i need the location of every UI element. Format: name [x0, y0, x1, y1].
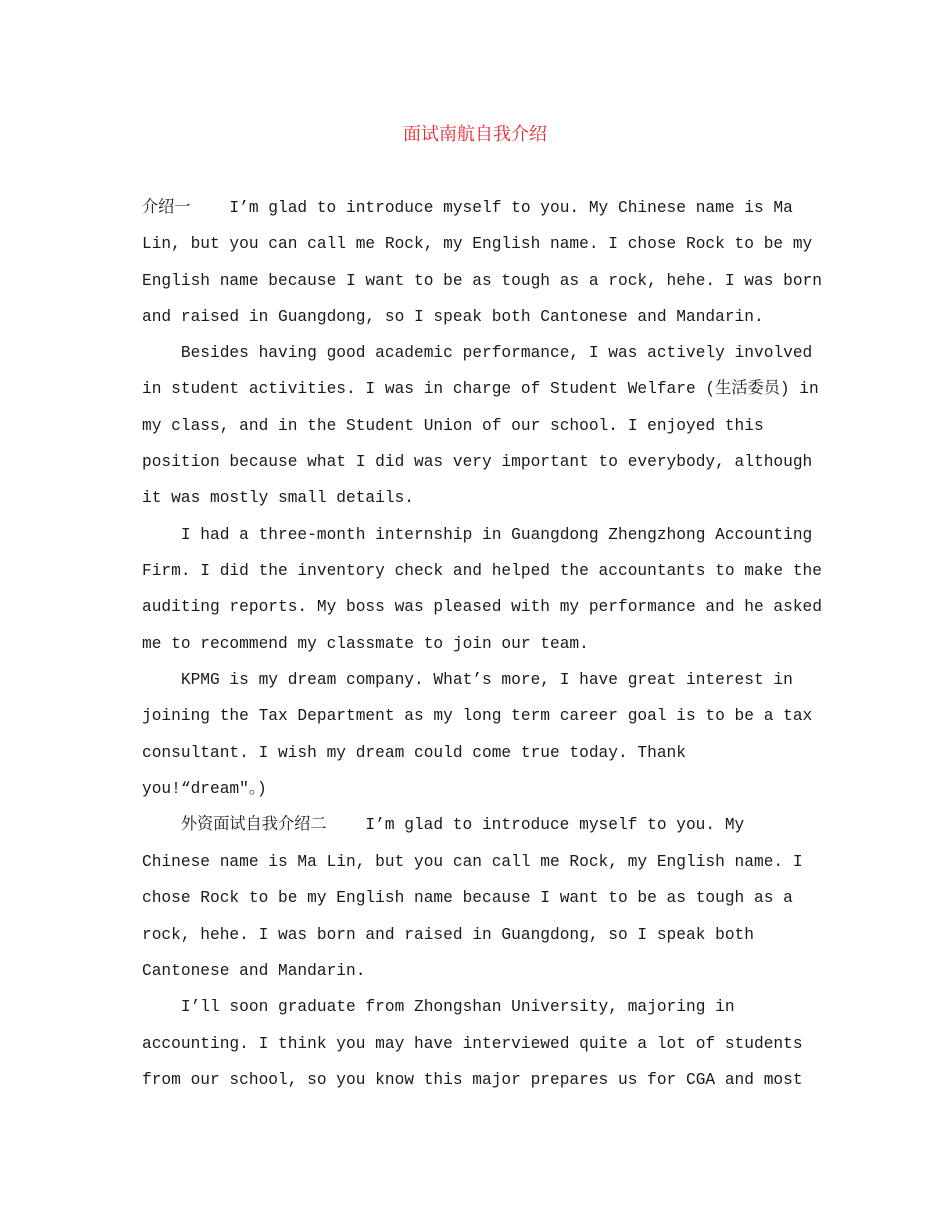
document-title: 面试南航自我介绍	[403, 124, 547, 145]
text-line: my class, and in the Student Union of our school. I enjoyed this	[142, 417, 764, 435]
text-line: from our school, so you know this major prepares us for CGA and most	[142, 1071, 803, 1089]
text-line: in student activities. I was in charge of Student Welfare (生活委员) in	[142, 380, 819, 398]
text-line: rock, hehe. I was born and raised in Guangdong, so I speak both	[142, 926, 754, 944]
text-line: Besides having good academic performance, I was actively involved	[142, 344, 813, 362]
text-line: accounting. I think you may have interviewed quite a lot of students	[142, 1035, 803, 1053]
text-line: Firm. I did the inventory check and helped the accountants to make the	[142, 562, 822, 580]
text-line: you!“dream″。)	[142, 780, 267, 798]
text-line: I had a three-month internship in Guangdong Zhengzhong Accounting	[142, 526, 813, 544]
text-line: and raised in Guangdong, so I speak both Cantonese and Mandarin.	[142, 308, 764, 326]
text-line: Cantonese and Mandarin.	[142, 962, 366, 980]
text-line: chose Rock to be my English name because I want to be as tough as a	[142, 889, 793, 907]
text-line: KPMG is my dream company. What’s more, I have great interest in	[142, 671, 793, 689]
text-line: English name because I want to be as tough as a rock, hehe. I was born	[142, 272, 822, 290]
text-line: it was mostly small details.	[142, 489, 414, 507]
text-line: consultant. I wish my dream could come true today. Thank	[142, 744, 686, 762]
text-line: auditing reports. My boss was pleased with my performance and he asked	[142, 598, 822, 616]
text-line: me to recommend my classmate to join our team.	[142, 635, 589, 653]
text-line: position because what I did was very important to everybody, although	[142, 453, 813, 471]
text-line: joining the Tax Department as my long term career goal is to be a tax	[142, 707, 813, 725]
text-line: I’ll soon graduate from Zhongshan University, majoring in	[142, 998, 735, 1016]
text-line: 介绍一 I’m glad to introduce myself to you. My Chinese name is Ma	[142, 199, 793, 217]
text-line: 外资面试自我介绍二 I’m glad to introduce myself to you. My	[142, 816, 745, 834]
text-line: Chinese name is Ma Lin, but you can call me Rock, my English name. I	[142, 853, 803, 871]
text-line: Lin, but you can call me Rock, my English name. I chose Rock to be my	[142, 235, 813, 253]
